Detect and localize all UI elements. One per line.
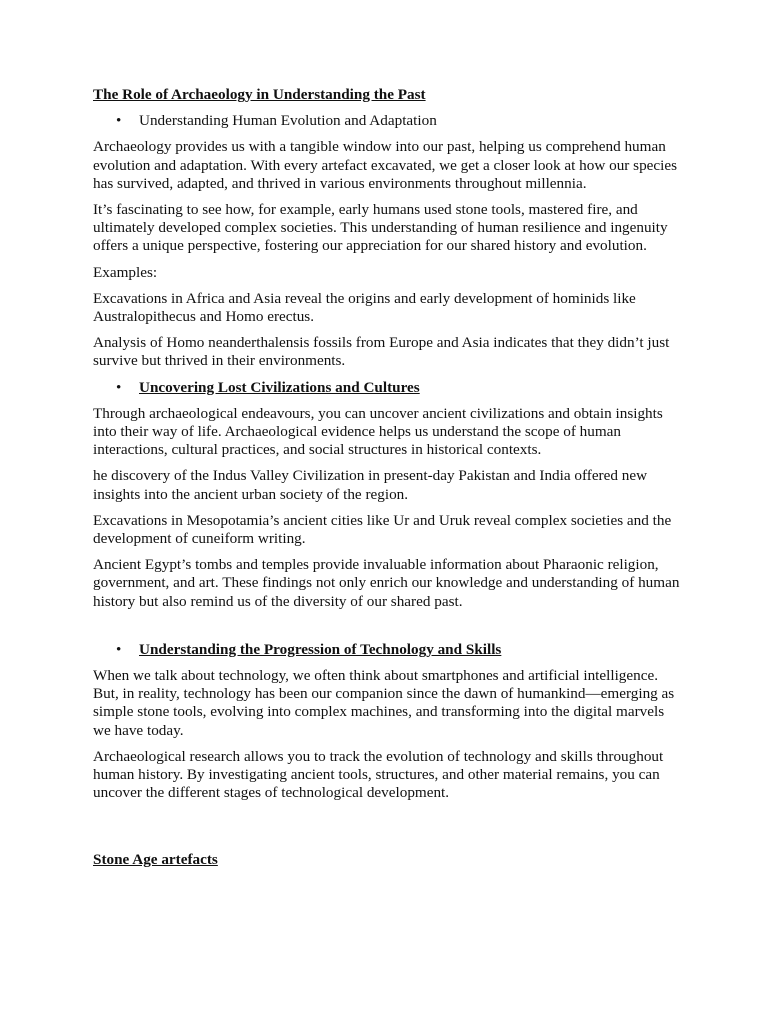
paragraph: Analysis of Homo neanderthalensis fossils from Europe and Asia indicates that they didn’t just survive but thrived in their environments.	[93, 334, 670, 370]
bullet-human-evolution	[93, 112, 683, 130]
bullet-icon: •	[116, 640, 122, 658]
paragraph: Ancient Egypt’s tombs and temples provide invaluable information about Pharaonic religion, government, and art. These findings not only enrich our knowledge and understanding of human history but also remind us of the diversity of our shared past.	[93, 556, 680, 610]
document-page	[93, 86, 683, 869]
paragraph: Archaeological research allows you to track the evolution of technology and skills throughout human history. By investigating ancient tools, structures, and other material remains, you can uncover the different stages of technological development.	[93, 747, 664, 802]
paragraph: Excavations in Africa and Asia reveal the origins and early development of hominids like Australopithecus and Homo erectus.	[93, 289, 636, 326]
document-title: The Role of Archaeology in Understanding the Past	[93, 86, 426, 103]
bullet-text: Understanding Human Evolution and Adaptation	[139, 112, 437, 130]
paragraph: Through archaeological endeavours, you can uncover ancient civilizations and obtain insights into their way of life. Archaeological evidence helps us understand the scope of human interactions, cultural practices, and social structures in historical contexts.	[93, 404, 663, 459]
spacer	[93, 619, 683, 641]
paragraph: Archaeology provides us with a tangible window into our past, helping us comprehend human evolution and adaptation. With every artefact excavated, we get a closer look at how our species has survived, adapted, and thrived in various environments throughout millennia.	[93, 138, 678, 192]
spacer	[93, 811, 683, 851]
bullet-text: Uncovering Lost Civilizations and Cultures	[139, 378, 420, 396]
paragraph: Excavations in Mesopotamia’s ancient cities like Ur and Uruk reveal complex societies and the development of cuneiform writing.	[93, 511, 672, 548]
bullet-icon: •	[116, 112, 122, 130]
bullet-technology-progression	[93, 641, 683, 659]
stone-age-heading: Stone Age artefacts	[93, 850, 218, 868]
paragraph: It’s fascinating to see how, for example, early humans used stone tools, mastered fire, and ultimately developed complex societies. This understanding of human resilience and ingenuity offers a unique perspective, fostering our appreciation for our shared history and evolution.	[93, 201, 668, 255]
bullet-lost-civilizations	[93, 379, 683, 397]
bullet-text: Understanding the Progression of Technology and Skills	[139, 640, 502, 658]
paragraph: Examples:	[93, 263, 158, 281]
bullet-icon: •	[116, 378, 122, 396]
paragraph: he discovery of the Indus Valley Civilization in present-day Pakistan and India offered new insights into the ancient urban society of the region.	[93, 467, 648, 503]
paragraph: When we talk about technology, we often think about smartphones and artificial intelligence. But, in reality, technology has been our companion since the dawn of humankind—emerging as simple stone tools, evolving into complex machines, and transforming into the digital marvels we have today.	[93, 667, 675, 739]
